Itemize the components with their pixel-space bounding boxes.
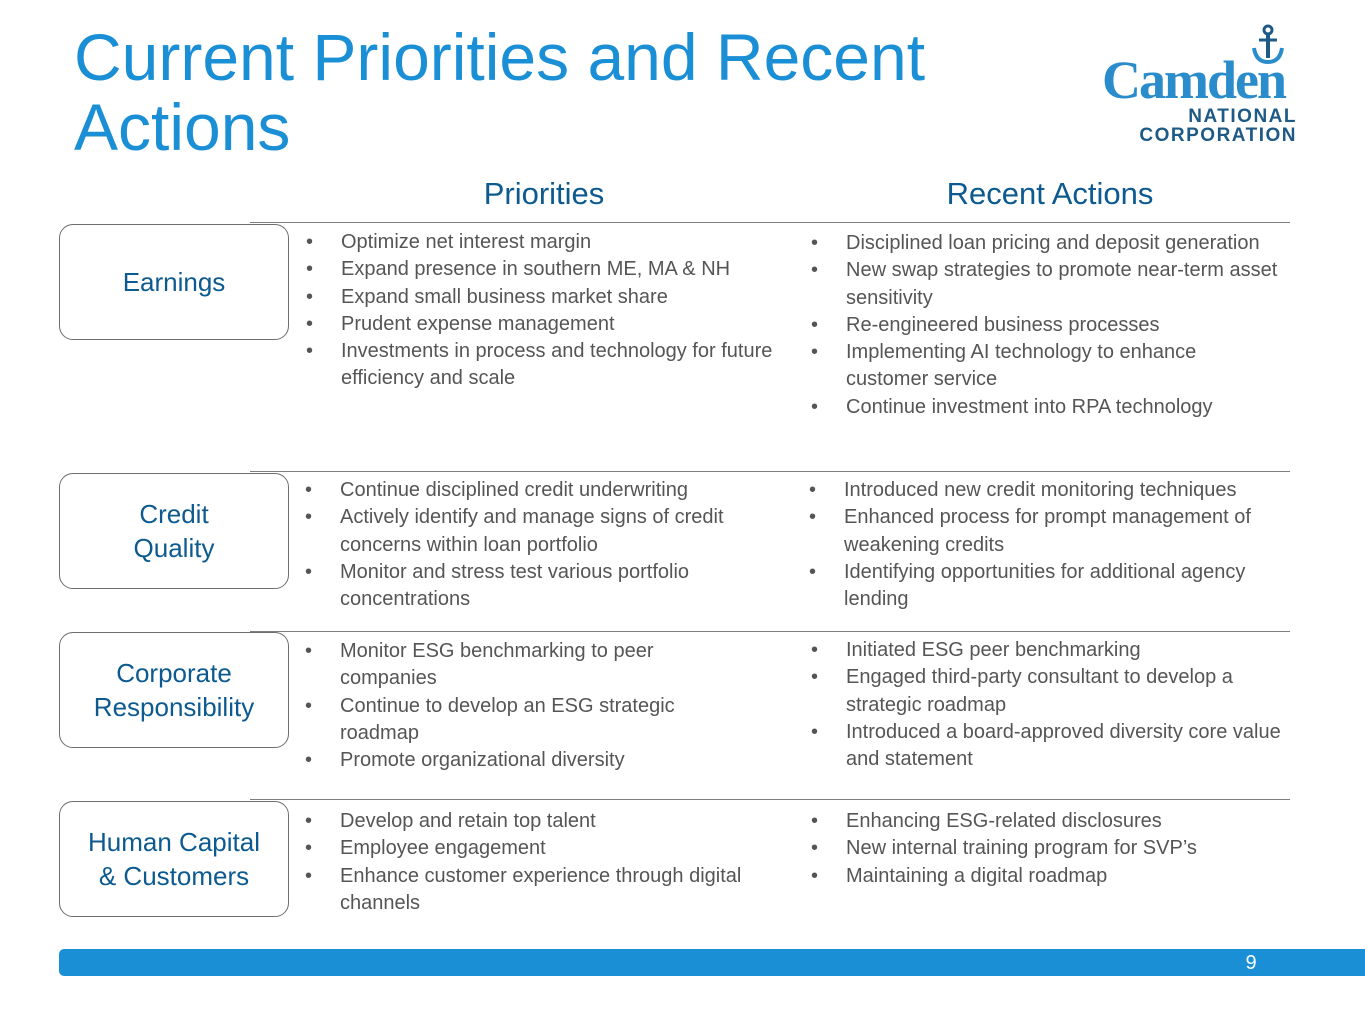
list-item: • Introduced new credit monitoring techniques bbox=[809, 477, 1295, 504]
company-logo bbox=[1098, 20, 1303, 150]
row-label-text: Corporate Responsibility bbox=[93, 658, 255, 722]
actions-list-corporate-responsibility bbox=[811, 637, 1291, 773]
list-item: • Promote organizational diversity bbox=[305, 747, 735, 774]
list-item: • Initiated ESG peer benchmarking bbox=[811, 637, 1291, 664]
row-divider bbox=[250, 799, 1290, 800]
row-divider bbox=[250, 471, 1290, 472]
list-item: • New swap strategies to promote near-term asset sensitivity bbox=[811, 257, 1281, 312]
list-item: • Develop and retain top talent bbox=[305, 808, 745, 835]
row-label-credit-quality bbox=[59, 473, 289, 589]
logo-line-national: NATIONAL bbox=[1188, 106, 1297, 127]
row-label-text: Credit Quality bbox=[133, 499, 215, 563]
row-label-human-capital-customers bbox=[59, 801, 289, 917]
logo-wordmark: Camden bbox=[1102, 50, 1286, 110]
row-label-corporate-responsibility bbox=[59, 632, 289, 748]
actions-list-earnings bbox=[811, 230, 1281, 421]
priorities-list-corporate-responsibility bbox=[305, 638, 735, 774]
list-item: • Employee engagement bbox=[305, 835, 745, 862]
list-item: • Investments in process and technology for future efficiency and scale bbox=[306, 338, 786, 393]
column-heading-recent-actions: Recent Actions bbox=[946, 176, 1154, 211]
list-item: • Introduced a board-approved diversity core value and statement bbox=[811, 719, 1291, 774]
list-item: • Implementing AI technology to enhance customer service bbox=[811, 339, 1281, 394]
logo-line-corporation: CORPORATION bbox=[1139, 125, 1297, 146]
row-divider bbox=[250, 222, 1290, 223]
row-label-text: Human Capital & Customers bbox=[88, 827, 260, 891]
priorities-list-credit-quality bbox=[305, 477, 785, 613]
list-item: • Engaged third-party consultant to develop a strategic roadmap bbox=[811, 664, 1291, 719]
list-item: • Monitor and stress test various portfolio concentrations bbox=[305, 559, 785, 614]
list-item: • Disciplined loan pricing and deposit generation bbox=[811, 230, 1281, 257]
actions-list-credit-quality bbox=[809, 477, 1295, 613]
row-divider bbox=[250, 631, 1290, 632]
list-item: • Prudent expense management bbox=[306, 311, 786, 338]
row-label-earnings bbox=[59, 224, 289, 340]
list-item: • Enhance customer experience through digital channels bbox=[305, 863, 745, 918]
list-item: • Actively identify and manage signs of credit concerns within loan portfolio bbox=[305, 504, 785, 559]
list-item: • Expand small business market share bbox=[306, 284, 786, 311]
list-item: • Continue disciplined credit underwriting bbox=[305, 477, 785, 504]
slide-title: Current Priorities and Recent Actions bbox=[74, 20, 926, 164]
list-item: • New internal training program for SVP’s bbox=[811, 835, 1281, 862]
list-item: • Continue to develop an ESG strategic roadmap bbox=[305, 693, 735, 748]
list-item: • Maintaining a digital roadmap bbox=[811, 863, 1281, 890]
list-item: • Expand presence in southern ME, MA & NH bbox=[306, 256, 786, 283]
actions-list-human-capital-customers bbox=[811, 808, 1281, 890]
list-item: • Re-engineered business processes bbox=[811, 312, 1281, 339]
footer-bar bbox=[59, 949, 1365, 976]
list-item: • Enhanced process for prompt management of weakening credits bbox=[809, 504, 1295, 559]
priorities-list-earnings bbox=[306, 229, 786, 393]
list-item: • Identifying opportunities for additional agency lending bbox=[809, 559, 1295, 614]
row-label-text: Earnings bbox=[122, 267, 226, 297]
column-heading-priorities: Priorities bbox=[483, 176, 605, 211]
page-number: 9 bbox=[1245, 952, 1257, 974]
list-item: • Optimize net interest margin bbox=[306, 229, 786, 256]
priorities-list-human-capital-customers bbox=[305, 808, 745, 917]
list-item: • Enhancing ESG-related disclosures bbox=[811, 808, 1281, 835]
list-item: • Monitor ESG benchmarking to peer companies bbox=[305, 638, 735, 693]
list-item: • Continue investment into RPA technology bbox=[811, 394, 1281, 421]
